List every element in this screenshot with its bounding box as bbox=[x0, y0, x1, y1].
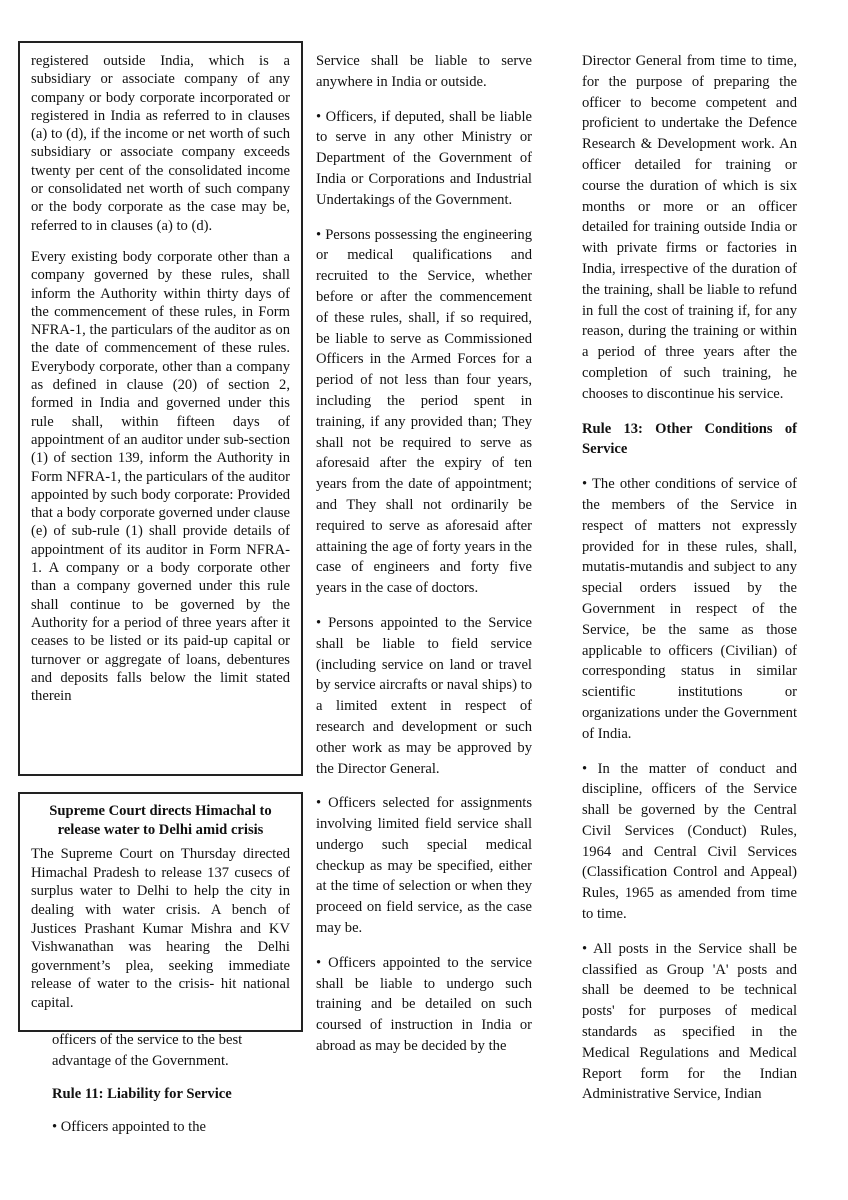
col3-paragraph-4: • All posts in the Service shall be classified as Group 'A' posts and shall be deemed to be technical posts' for purposes of medical standards as specified in the Medical Regulations and Medical Report form for the Indian Administrative Service, Indian bbox=[582, 940, 797, 1103]
col2-paragraph-1: Service shall be liable to serve anywhere in India or outside. bbox=[316, 53, 532, 90]
column-2 bbox=[316, 51, 532, 1071]
news-body: The Supreme Court on Thursday directed Himachal Pradesh to release 137 cusecs of surplus water to Delhi to help the city in dealing with water crisis. A bench of Justices Prashant Kumar Mishra and KV Vishwanathan was hearing the Delhi government’s plea, seeking immediate release of water to the crisis- hit national capital. bbox=[31, 846, 290, 1011]
rule-13-heading: Rule 13: Other Conditions of Service bbox=[582, 420, 797, 458]
column-1-tail bbox=[52, 1030, 288, 1150]
col2-paragraph-4: • Persons appointed to the Service shall be liable to field service (including service on land or travel by service aircrafts or naval ships) to a limited extent in respect of research and development or such other work as may be approved by the Director General. bbox=[316, 614, 532, 777]
col1-tail-bullet: • Officers appointed to the bbox=[52, 1119, 206, 1135]
col2-paragraph-2: • Officers, if deputed, shall be liable to serve in any other Ministry or Department of the Government of India or Corporations and Industrial Undertakings of the Government. bbox=[316, 108, 532, 208]
nfra-rules-box bbox=[18, 41, 303, 776]
col1-tail-text: officers of the service to the best advantage of the Government. bbox=[52, 1032, 243, 1069]
col2-paragraph-6: • Officers appointed to the service shall be liable to undergo such training and be detailed on such coursed of instruction in India or abroad as may be decided by the bbox=[316, 954, 532, 1055]
col2-paragraph-3: • Persons possessing the engineering or medical qualifications and recruited to the Service, whether before or after the commencement of these rules, shall, if so required, be liable to serve as Commissioned Officers in the Armed Forces for a period of not less than four years, including the period spent in training, if any provided than; They shall not be required to serve as aforesaid after the expiry of ten years from the date of appointment; and They shall not ordinarily be required to serve as aforesaid after attaining the age of forty years in the case of engineers and forty five years in the case of doctors. bbox=[316, 226, 532, 597]
col2-paragraph-5: • Officers selected for assignments involving limited field service shall undergo such special medical checkup as may be specified, either at the time of selection or when they proceed on field service, as the case may be. bbox=[316, 795, 532, 937]
rule-11-heading: Rule 11: Liability for Service bbox=[52, 1086, 232, 1102]
col3-paragraph-2: • The other conditions of service of the members of the Service in respect of matters not expressly provided for in these rules, shall, mutatis-mutandis and subject to any special orders issued by the Government in respect of the Service, be the same as those applicable to officers (Civilian) of corresponding status in similar scientific institutions or organizations under the Government of India. bbox=[582, 476, 797, 742]
box1-paragraph-1: registered outside India, which is a subsidiary or associate company of any company or body corporate incorporated or registered in India as referred to in clauses (a) to (d), if the income or net worth of such subsidiary or associate company exceeds twenty per cent of the consolidated income or consolidated net worth of such company or the body corporate as the case may be, referred to in clauses (a) to (d). bbox=[31, 53, 290, 234]
box1-paragraph-2: Every existing body corporate other than a company governed by these rules, shall inform the Authority within thirty days of the commencement of these rules, in Form NFRA-1, the particulars of the auditor as on the date of commencement of these rules. Everybody corporate, other than a company as defined in clause (20) of section 2, formed in India and governed under this rule shall, within fifteen days of appointment of an auditor under sub-section (1) of section 139, inform the Authority in Form NFRA-1, the particulars of the auditor appointed by such body corporate: Provided that a body corporate governed under clause (e) of sub-rule (1) shall provide details of appointment of its auditor in Form NFRA-1. A company or a body corporate other than a company governed under this rule shall continue to be governed by the Authority for a period of three years after it ceases to be listed or its paid-up capital or turnover or aggregate of loans, debentures and deposits falls below the limit stated therein bbox=[31, 248, 290, 705]
news-headline: Supreme Court directs Himachal to release water to Delhi amid crisis bbox=[49, 803, 272, 838]
news-box bbox=[18, 792, 303, 1032]
col3-paragraph-3: • In the matter of conduct and discipline, officers of the Service shall be governed by the Central Civil Services (Conduct) Rules, 1964 and Central Civil Services (Classification Control and Appeal) Rules, 1965 as amended from time to time. bbox=[582, 760, 797, 923]
col3-paragraph-1: Director General from time to time, for the purpose of preparing the officer to become competent and proficient to undertake the Defence Research & Development work. An officer detailed for training or course the duration of which is six months or more or an officer detailed for training outside India or with private firms or factories in India, irrespective of the duration of the training, shall be liable to refund in full the cost of training if, for any reason, during the training or within a period of three years after the completion of such training, he chooses to discontinue his service. bbox=[582, 53, 797, 402]
column-3 bbox=[582, 51, 797, 1119]
